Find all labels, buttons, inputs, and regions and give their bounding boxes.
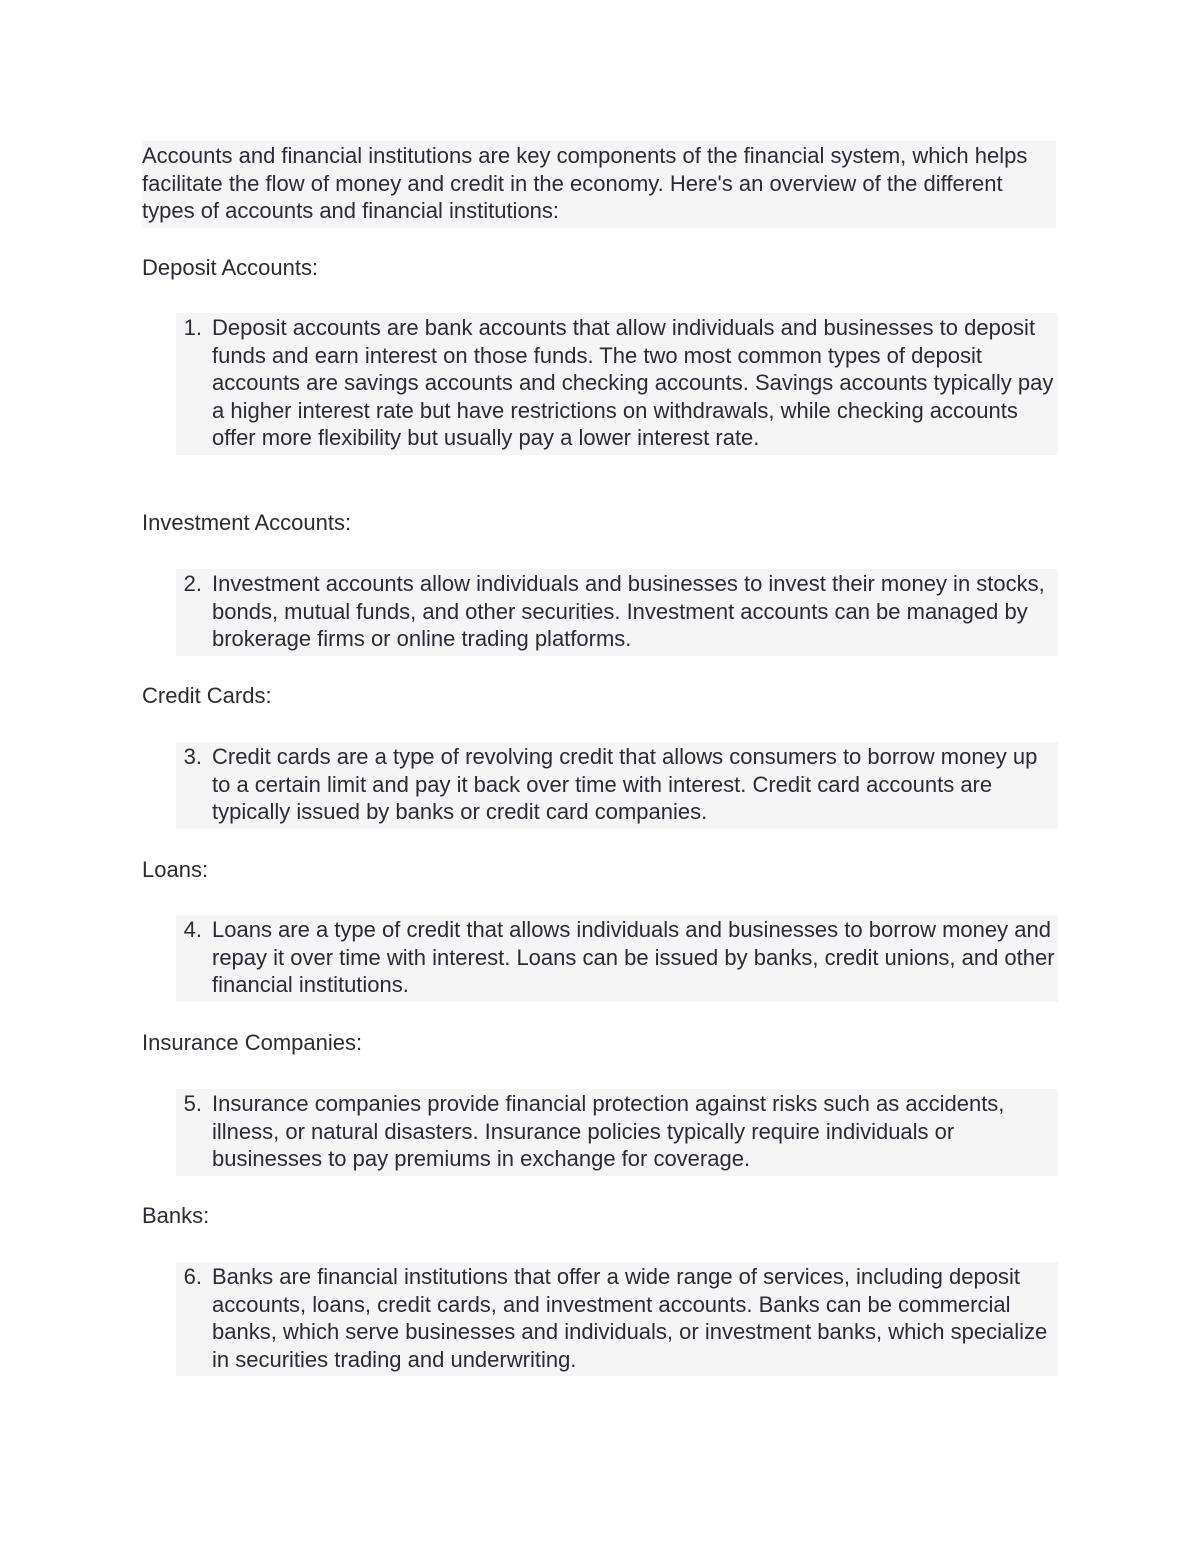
list-item-number: 6. xyxy=(183,1264,202,1289)
list-item-number: 5. xyxy=(183,1091,202,1116)
section-heading-investment-accounts: Investment Accounts: xyxy=(142,510,352,535)
list-item-text: Banks are financial institutions that offer a wide range of services, including deposit accounts, loans, credit cards, and investment accounts. Banks can be commercial banks, which serve businesses and individuals, or investment banks, which specialize in securities trading and underwriting. xyxy=(212,1264,1048,1372)
list-item-text: Investment accounts allow individuals and businesses to invest their money in stocks, bonds, mutual funds, and other securities. Investment accounts can be managed by brokerage firms or online trading platforms. xyxy=(212,571,1045,652)
list-item-banks xyxy=(176,1262,1058,1376)
section-heading-loans: Loans: xyxy=(142,857,209,882)
list-item-number: 1. xyxy=(183,315,202,340)
list-item-insurance-companies xyxy=(176,1089,1058,1176)
list-item-loans xyxy=(176,915,1058,1002)
section-heading-credit-cards: Credit Cards: xyxy=(142,683,272,708)
list-item-number: 2. xyxy=(183,571,202,596)
list-item-number: 3. xyxy=(183,744,202,769)
section-heading-banks: Banks: xyxy=(142,1203,210,1228)
list-item-deposit-accounts xyxy=(176,313,1058,455)
list-item-investment-accounts xyxy=(176,569,1058,656)
intro-paragraph: Accounts and financial institutions are key components of the financial system, which helps facilitate the flow of money and credit in the economy. Here's an overview of the different types of accounts and financial institutions: xyxy=(142,141,1056,228)
list-item-number: 4. xyxy=(183,917,202,942)
list-item-text: Credit cards are a type of revolving credit that allows consumers to borrow money up to a certain limit and pay it back over time with interest. Credit card accounts are typically issued by banks or credit card companies. xyxy=(212,744,1038,825)
section-heading-insurance-companies: Insurance Companies: xyxy=(142,1030,363,1055)
section-heading-deposit-accounts: Deposit Accounts: xyxy=(142,255,319,280)
list-item-text: Loans are a type of credit that allows individuals and businesses to borrow money and repay it over time with interest. Loans can be issued by banks, credit unions, and other financial institutions. xyxy=(212,917,1055,998)
list-item-text: Insurance companies provide financial protection against risks such as accidents, illness, or natural disasters. Insurance policies typically require individuals or businesses to pay premiums in exchange for coverage. xyxy=(212,1091,1005,1172)
list-item-credit-cards xyxy=(176,742,1058,829)
list-item-text: Deposit accounts are bank accounts that allow individuals and businesses to deposit funds and earn interest on those funds. The two most common types of deposit accounts are savings accounts and checking accounts. Savings accounts typically pay a higher interest rate but have restrictions on withdrawals, while checking accounts offer more flexibility but usually pay a lower interest rate. xyxy=(212,315,1054,451)
